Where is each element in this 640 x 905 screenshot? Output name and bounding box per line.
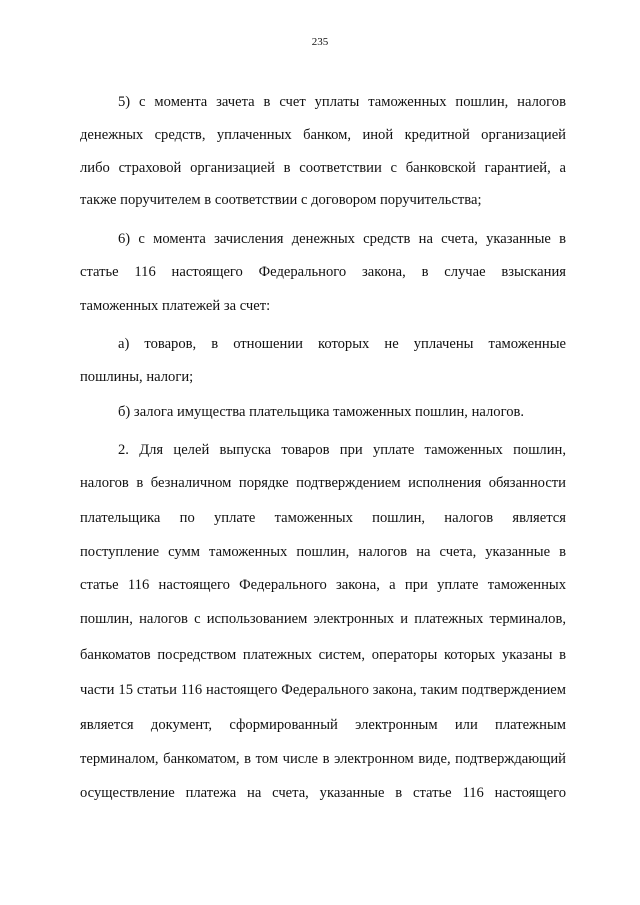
text-line: таможенных платежей за счет: <box>80 298 271 314</box>
text-line: статье 116 настоящего Федерального закона, а при уплате таможенных <box>80 577 566 593</box>
text-line: терминалом, банкоматом, в том числе в электронном виде, подтверждающий <box>80 751 566 767</box>
text-line: пошлин, налогов с использованием электронных и платежных терминалов, <box>80 611 566 627</box>
text-line: б) залога имущества плательщика таможенных пошлин, налогов. <box>118 404 525 420</box>
text-line: 2. Для целей выпуска товаров при уплате таможенных пошлин, <box>118 442 566 458</box>
text-line: части 15 статьи 116 настоящего Федерального закона, таким подтверждением <box>80 682 566 698</box>
text-line: 5) с момента зачета в счет уплаты таможенных пошлин, налогов <box>118 94 566 110</box>
page-number: 235 <box>311 36 329 48</box>
text-line: статье 116 настоящего Федерального закона, в случае взыскания <box>80 264 566 280</box>
text-line: банкоматов посредством платежных систем, операторы которых указаны в <box>80 647 566 663</box>
text-line: денежных средств, уплаченных банком, иной кредитной организацией <box>80 127 566 143</box>
text-line: также поручителем в соответствии с договором поручительства; <box>80 192 482 208</box>
text-line: осуществление платежа на счета, указанные в статье 116 настоящего <box>80 785 566 801</box>
text-line: плательщика по уплате таможенных пошлин, налогов является <box>80 510 566 526</box>
text-line: налогов в безналичном порядке подтверждением исполнения обязанности <box>80 475 566 491</box>
text-line: поступление сумм таможенных пошлин, налогов на счета, указанные в <box>80 544 566 560</box>
text-line: либо страховой организацией в соответствии с банковской гарантией, а <box>80 160 566 176</box>
text-line: 6) с момента зачисления денежных средств на счета, указанные в <box>118 231 566 247</box>
text-line: является документ, сформированный электронным или платежным <box>80 717 566 733</box>
text-line: а) товаров, в отношении которых не уплачены таможенные <box>118 336 566 352</box>
text-line: пошлины, налоги; <box>80 369 194 385</box>
